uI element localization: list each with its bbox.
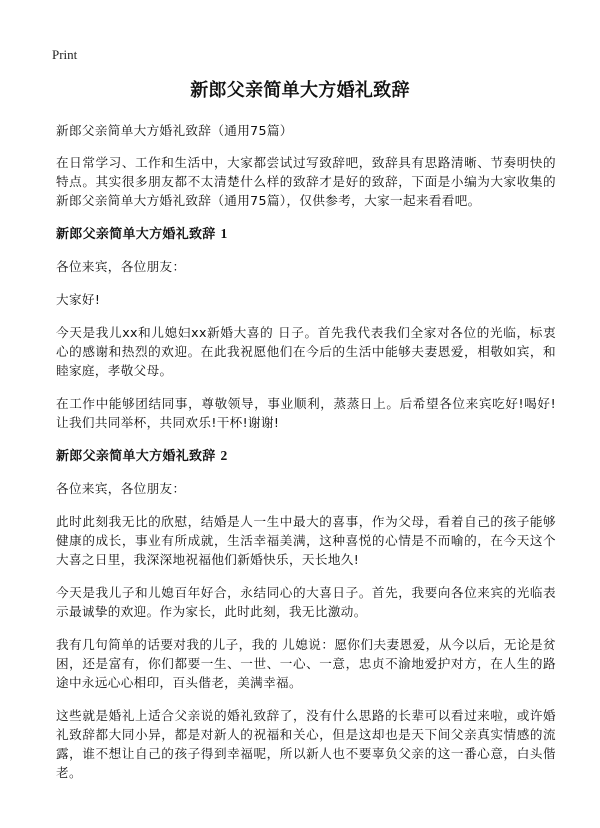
paragraph: 各位来宾，各位朋友： — [56, 481, 186, 496]
paragraph: 今天是我儿xx和儿媳妇xx新婚大喜的 日子。首先我代表我们全家对各位的光临，标衷心的感谢和热烈的欢迎。在此我祝愿他们在今后的生活中能够夫妻恩爱，相敬如宾，和睦家庭，孝敬父母。 — [56, 325, 556, 378]
section-heading-text: 新郎父亲简单大方婚礼致辞 — [56, 227, 216, 242]
paragraph: 在工作中能够团结同事，尊敬领导，事业顺利，蒸蒸日上。后希望各位来宾吃好!喝好!让我们共同举杯，共同欢乐!干杯!谢谢! — [56, 396, 556, 430]
section-number: 1 — [220, 226, 228, 241]
section-heading-2 — [56, 446, 556, 466]
section-heading-1 — [56, 224, 556, 244]
paragraph: 此时此刻我无比的欣慰，结婚是人一生中最大的喜事，作为父母，看着自己的孩子能够健康的成长，事业有所成就，生活幸福美满，这种喜悦的心情是不而喻的，在今天这个大喜之日里，我深深地祝福他们新婚快乐，天长地久! — [56, 514, 556, 567]
paragraph: 各位来宾，各位朋友： — [56, 259, 186, 274]
paragraph: 今天是我儿子和儿媳百年好合，永结同心的大喜日子。首先，我要向各位来宾的光临表示最诚挚的欢迎。作为家长，此时此刻，我无比激动。 — [56, 585, 556, 619]
print-link[interactable]: Print — [52, 47, 78, 62]
article-subtitle: 新郎父亲简单大方婚礼致辞（通用75篇） — [56, 123, 293, 138]
paragraph: 我有几句简单的话要对我的儿子，我的 儿媳说：愿你们夫妻恩爱，从今以后，无论是贫困，还是富有，你们都要一生、一世、一心、一意，忠贞不渝地爱护对方，在人生的路途中永远心心相印，百头偕老，美满幸福。 — [56, 637, 556, 690]
section-number: 2 — [220, 448, 228, 463]
paragraph: 这些就是婚礼上适合父亲说的婚礼致辞了，没有什么思路的长辈可以看过来啦，或许婚礼致辞都大同小异，都是对新人的祝福和关心，但是这却也是天下间父亲真实情感的流露，谁不想让自己的孩子得到幸福呢，所以新人也不要辜负父亲的这一番心意，白头偕老。 — [56, 708, 556, 780]
intro-paragraph: 在日常学习、工作和生活中，大家都尝试过写致辞吧，致辞具有思路清晰、节奏明快的特点。其实很多朋友都不太清楚什么样的致辞才是好的致辞，下面是小编为大家收集的新郎父亲简单大方婚礼致辞（通用75篇），仅供参考，大家一起来看看吧。 — [56, 155, 556, 208]
paragraph: 大家好! — [56, 292, 101, 307]
section-heading-text: 新郎父亲简单大方婚礼致辞 — [56, 449, 216, 464]
page-title: 新郎父亲简单大方婚礼致辞 — [190, 80, 410, 101]
article-body — [56, 121, 556, 796]
